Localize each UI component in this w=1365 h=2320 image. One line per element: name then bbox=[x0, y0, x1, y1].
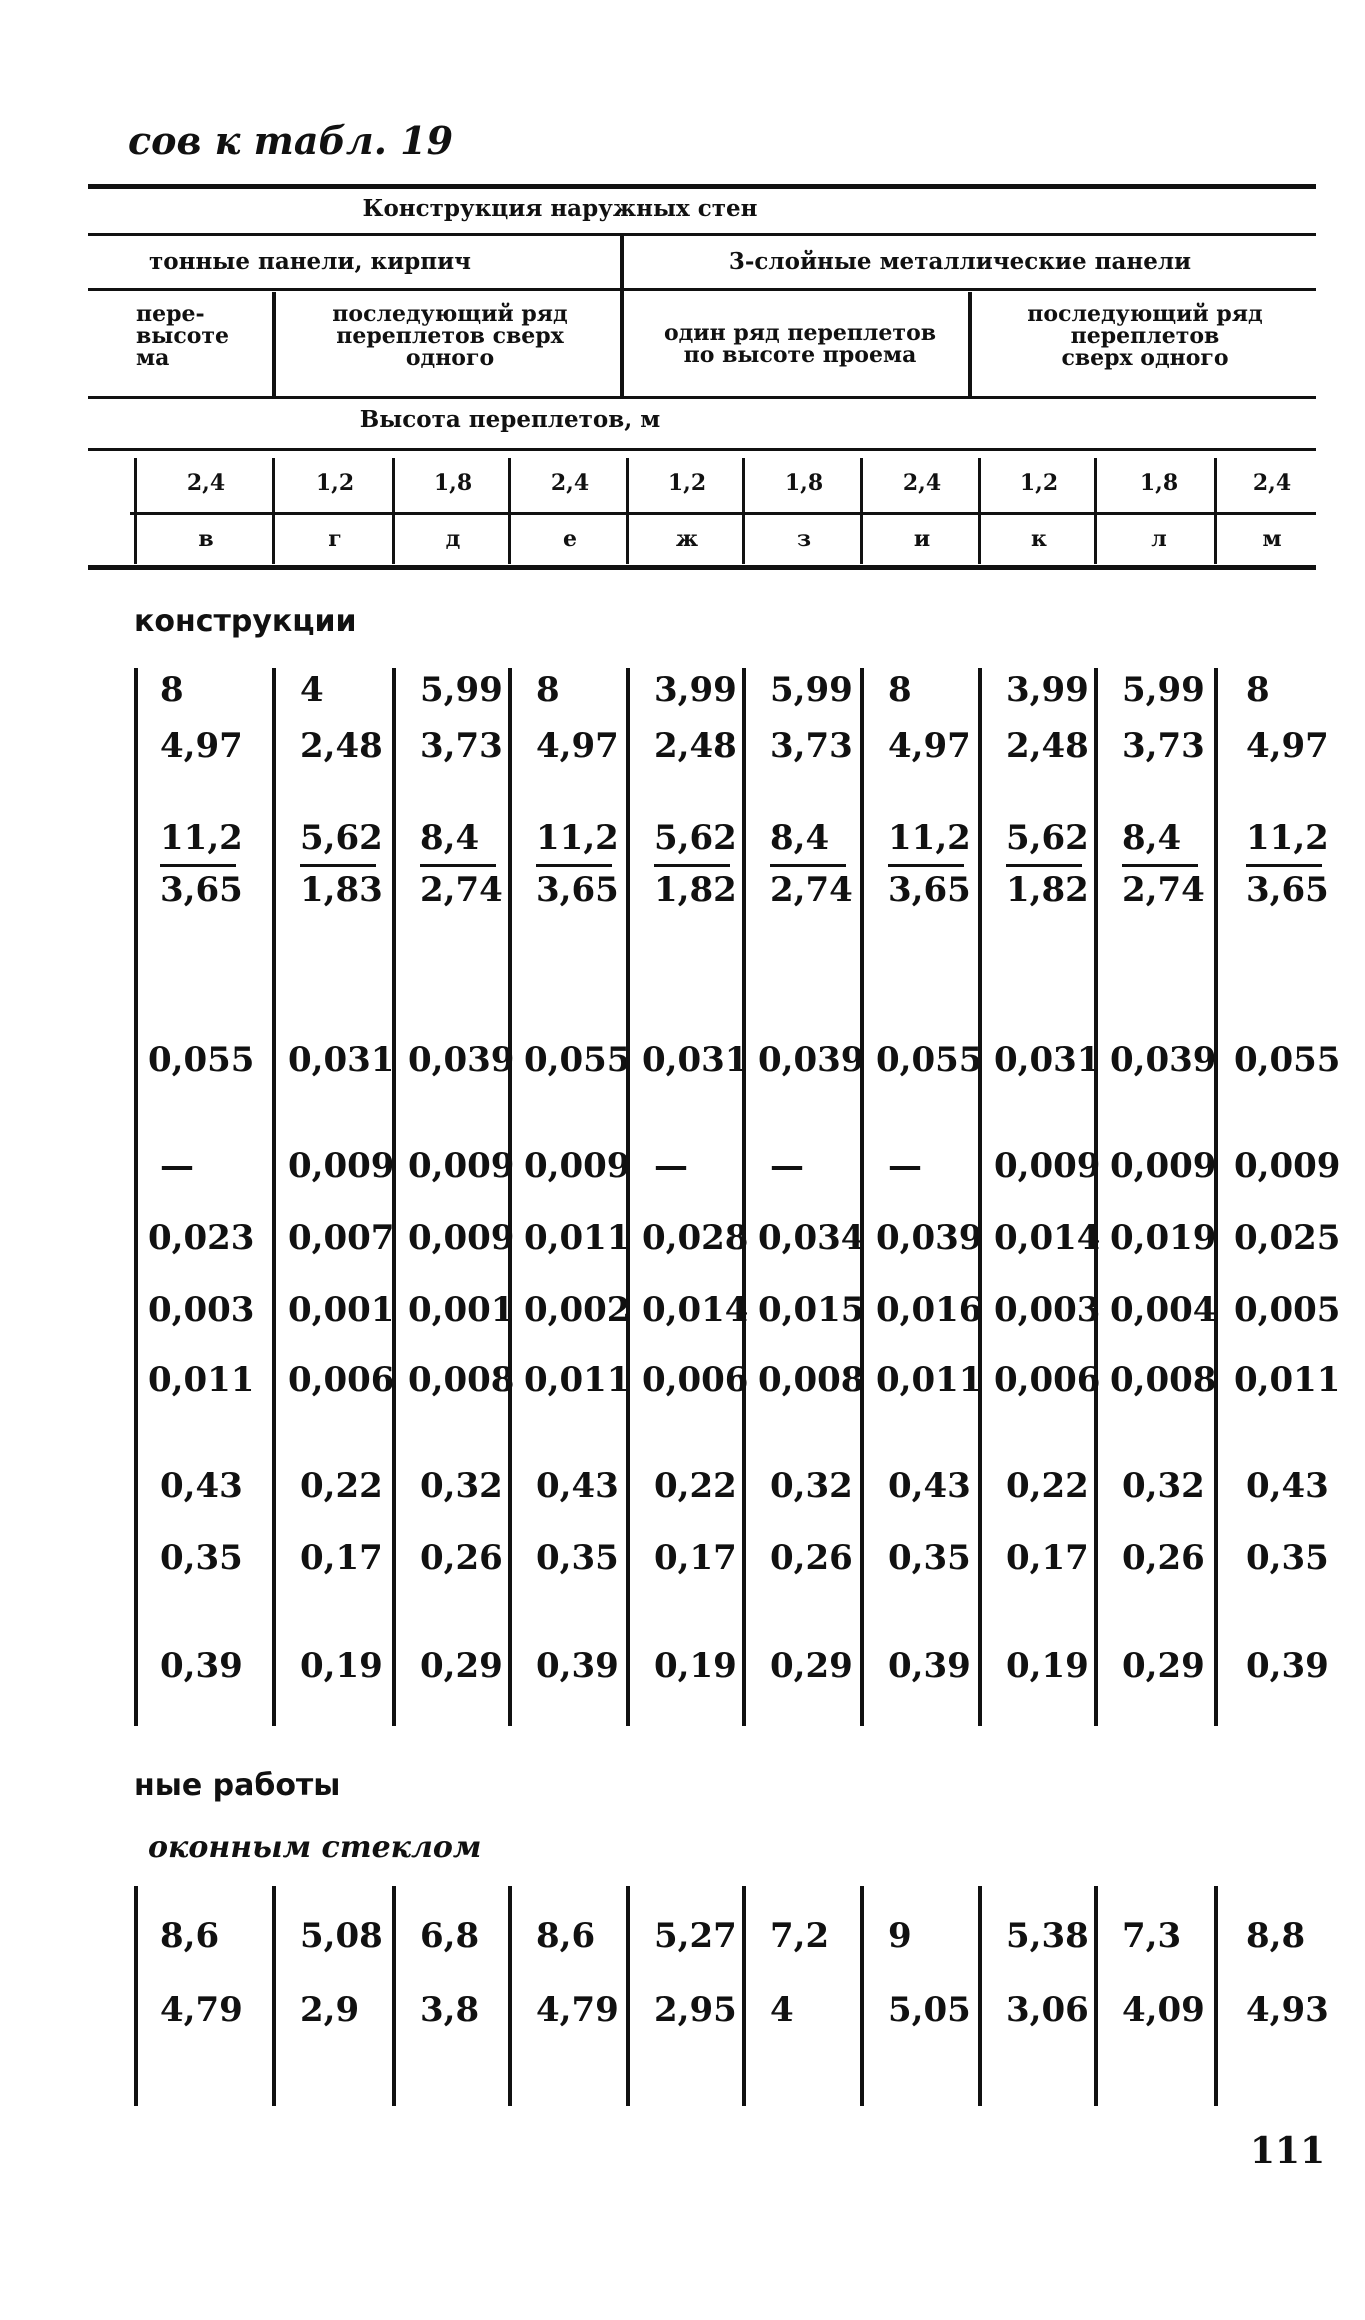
cell-value: 6,8 bbox=[420, 1916, 480, 1956]
height-title: Высота переплетов, м bbox=[359, 406, 661, 433]
section1-title: конструкции bbox=[134, 604, 357, 639]
cell-value: 0,009 bbox=[1234, 1146, 1341, 1186]
height-value: 2,4 bbox=[186, 470, 226, 496]
cell-value: 0,034 bbox=[758, 1218, 865, 1258]
column-letter: г bbox=[328, 526, 342, 552]
cell-value: 0,19 bbox=[300, 1646, 383, 1686]
cell-value: 5,99 bbox=[1122, 670, 1205, 710]
sub-divider-2 bbox=[968, 292, 972, 396]
cell-value: 4 bbox=[770, 1990, 794, 2030]
cell-value: 0,29 bbox=[1122, 1646, 1205, 1686]
cell-value: 8 bbox=[1246, 670, 1270, 710]
fraction-bar bbox=[420, 864, 496, 867]
cell-value: 8 bbox=[888, 670, 912, 710]
cell-value: 0,025 bbox=[1234, 1218, 1341, 1258]
fraction-numerator: 11,2 bbox=[1246, 818, 1329, 858]
cell-value: 4,09 bbox=[1122, 1990, 1205, 2030]
cell-value: 8,8 bbox=[1246, 1916, 1306, 1956]
fraction-numerator: 11,2 bbox=[160, 818, 243, 858]
walls-title: Конструкция наружных стен bbox=[362, 195, 758, 222]
height-value: 1,8 bbox=[784, 470, 824, 496]
height-value: 1,2 bbox=[1019, 470, 1059, 496]
cell-value: 0,011 bbox=[876, 1360, 983, 1400]
cell-value: 0,35 bbox=[160, 1538, 243, 1578]
cell-value: — bbox=[888, 1146, 922, 1186]
fraction-denominator: 3,65 bbox=[1246, 870, 1329, 910]
section1-col-divider bbox=[1214, 668, 1218, 1726]
cell-value: 0,008 bbox=[758, 1360, 865, 1400]
cell-value: 0,009 bbox=[408, 1218, 515, 1258]
fraction-denominator: 1,82 bbox=[654, 870, 737, 910]
section1-col-divider bbox=[134, 668, 138, 1726]
cell-value: 8 bbox=[536, 670, 560, 710]
cell-value: 0,014 bbox=[994, 1218, 1101, 1258]
section2-col-divider bbox=[508, 1886, 512, 2106]
page-number: 111 bbox=[1250, 2130, 1326, 2172]
fraction-denominator: 2,74 bbox=[420, 870, 503, 910]
cell-value: 0,17 bbox=[654, 1538, 737, 1578]
height-value: 2,4 bbox=[1252, 470, 1292, 496]
rule-3a bbox=[88, 288, 620, 291]
cell-value: 0,26 bbox=[420, 1538, 503, 1578]
section1-col-divider bbox=[978, 668, 982, 1726]
cell-value: 0,35 bbox=[536, 1538, 619, 1578]
cell-value: 0,031 bbox=[994, 1040, 1101, 1080]
cell-value: — bbox=[160, 1146, 194, 1186]
cell-value: 5,08 bbox=[300, 1916, 383, 1956]
cell-value: 0,039 bbox=[758, 1040, 865, 1080]
fraction-bar bbox=[536, 864, 612, 867]
cell-value: 0,43 bbox=[536, 1466, 619, 1506]
cell-value: 7,3 bbox=[1122, 1916, 1182, 1956]
sub-header-a: пере- высоте ма bbox=[136, 301, 230, 371]
cell-value: 2,48 bbox=[1006, 726, 1089, 766]
cell-value: 0,32 bbox=[1122, 1466, 1205, 1506]
cell-value: 8,6 bbox=[536, 1916, 596, 1956]
fraction-numerator: 11,2 bbox=[888, 818, 971, 858]
fraction-denominator: 1,83 bbox=[300, 870, 383, 910]
cell-value: 5,99 bbox=[770, 670, 853, 710]
cell-value: 0,29 bbox=[420, 1646, 503, 1686]
section2-col-divider bbox=[1094, 1886, 1098, 2106]
cell-value: 0,002 bbox=[524, 1290, 631, 1330]
fraction-denominator: 3,65 bbox=[888, 870, 971, 910]
cell-value: 0,039 bbox=[876, 1218, 983, 1258]
cell-value: 0,26 bbox=[1122, 1538, 1205, 1578]
cell-value: 2,48 bbox=[654, 726, 737, 766]
cell-value: 0,011 bbox=[524, 1360, 631, 1400]
cell-value: 0,32 bbox=[420, 1466, 503, 1506]
height-value: 1,2 bbox=[667, 470, 707, 496]
group-left-title: тонные панели, кирпич bbox=[149, 248, 471, 275]
section1-col-divider bbox=[1094, 668, 1098, 1726]
section1-col-divider bbox=[508, 668, 512, 1726]
column-letter: д bbox=[445, 526, 461, 552]
cell-value: 0,39 bbox=[160, 1646, 243, 1686]
cell-value: 0,35 bbox=[888, 1538, 971, 1578]
sub-divider-1 bbox=[272, 292, 276, 396]
fraction-denominator: 1,82 bbox=[1006, 870, 1089, 910]
cell-value: 2,9 bbox=[300, 1990, 360, 2030]
cell-value: 0,001 bbox=[408, 1290, 515, 1330]
fraction-bar bbox=[1246, 864, 1322, 867]
fraction-denominator: 2,74 bbox=[1122, 870, 1205, 910]
section1-col-divider bbox=[860, 668, 864, 1726]
column-letter: м bbox=[1262, 526, 1282, 552]
rule-3b bbox=[624, 288, 1316, 291]
cell-value: — bbox=[654, 1146, 688, 1186]
cell-value: 0,22 bbox=[300, 1466, 383, 1506]
cell-value: 0,028 bbox=[642, 1218, 749, 1258]
section2-col-divider bbox=[626, 1886, 630, 2106]
fraction-bar bbox=[1122, 864, 1198, 867]
fraction-bar bbox=[300, 864, 376, 867]
column-letter: л bbox=[1151, 526, 1167, 552]
rule-2 bbox=[88, 233, 1316, 236]
section2-col-divider bbox=[742, 1886, 746, 2106]
cell-value: 4,79 bbox=[536, 1990, 619, 2030]
table-caption: сов к табл. 19 bbox=[128, 118, 454, 163]
section2-col-divider bbox=[978, 1886, 982, 2106]
cell-value: 0,055 bbox=[1234, 1040, 1341, 1080]
fraction-denominator: 2,74 bbox=[770, 870, 853, 910]
fraction-denominator: 3,65 bbox=[160, 870, 243, 910]
fraction-bar bbox=[888, 864, 964, 867]
fraction-numerator: 8,4 bbox=[1122, 818, 1182, 858]
cell-value: 0,001 bbox=[288, 1290, 395, 1330]
cell-value: 0,32 bbox=[770, 1466, 853, 1506]
cell-value: 0,005 bbox=[1234, 1290, 1341, 1330]
height-value: 1,8 bbox=[433, 470, 473, 496]
cell-value: 0,006 bbox=[642, 1360, 749, 1400]
section1-col-divider bbox=[392, 668, 396, 1726]
cell-value: 8 bbox=[160, 670, 184, 710]
cell-value: 0,011 bbox=[148, 1360, 255, 1400]
cell-value: 2,48 bbox=[300, 726, 383, 766]
fraction-numerator: 11,2 bbox=[536, 818, 619, 858]
cell-value: 3,8 bbox=[420, 1990, 480, 2030]
fraction-bar bbox=[1006, 864, 1082, 867]
cell-value: 0,35 bbox=[1246, 1538, 1329, 1578]
fraction-bar bbox=[770, 864, 846, 867]
section1-col-divider bbox=[742, 668, 746, 1726]
section2-col-divider bbox=[392, 1886, 396, 2106]
cell-value: 0,43 bbox=[888, 1466, 971, 1506]
cell-value: 0,011 bbox=[1234, 1360, 1341, 1400]
rule-6 bbox=[130, 512, 1316, 515]
cell-value: 0,009 bbox=[524, 1146, 631, 1186]
cell-value: 0,39 bbox=[536, 1646, 619, 1686]
cell-value: 0,006 bbox=[994, 1360, 1101, 1400]
cell-value: 0,29 bbox=[770, 1646, 853, 1686]
cell-value: 0,17 bbox=[300, 1538, 383, 1578]
cell-value: 0,43 bbox=[160, 1466, 243, 1506]
cell-value: 3,99 bbox=[1006, 670, 1089, 710]
cell-value: 0,009 bbox=[1110, 1146, 1217, 1186]
cell-value: 0,031 bbox=[288, 1040, 395, 1080]
fraction-numerator: 8,4 bbox=[770, 818, 830, 858]
cell-value: 0,008 bbox=[408, 1360, 515, 1400]
fraction-numerator: 5,62 bbox=[1006, 818, 1089, 858]
cell-value: 5,99 bbox=[420, 670, 503, 710]
cell-value: 5,05 bbox=[888, 1990, 971, 2030]
cell-value: 0,19 bbox=[654, 1646, 737, 1686]
cell-value: 0,014 bbox=[642, 1290, 749, 1330]
cell-value: 8,6 bbox=[160, 1916, 220, 1956]
cell-value: 3,73 bbox=[1122, 726, 1205, 766]
sub-header-d: последующий ряд переплетов сверх одного bbox=[1027, 301, 1263, 371]
cell-value: — bbox=[770, 1146, 804, 1186]
height-value: 1,8 bbox=[1139, 470, 1179, 496]
cell-value: 0,43 bbox=[1246, 1466, 1329, 1506]
cell-value: 0,26 bbox=[770, 1538, 853, 1578]
fraction-numerator: 5,62 bbox=[300, 818, 383, 858]
cell-value: 0,17 bbox=[1006, 1538, 1089, 1578]
fraction-denominator: 3,65 bbox=[536, 870, 619, 910]
cell-value: 0,22 bbox=[1006, 1466, 1089, 1506]
cell-value: 2,95 bbox=[654, 1990, 737, 2030]
cell-value: 0,003 bbox=[148, 1290, 255, 1330]
column-letter: е bbox=[563, 526, 577, 552]
cell-value: 4,93 bbox=[1246, 1990, 1329, 2030]
cell-value: 0,031 bbox=[642, 1040, 749, 1080]
cell-value: 0,39 bbox=[888, 1646, 971, 1686]
height-value: 2,4 bbox=[550, 470, 590, 496]
cell-value: 0,055 bbox=[876, 1040, 983, 1080]
cell-value: 0,003 bbox=[994, 1290, 1101, 1330]
rule-7 bbox=[88, 565, 1316, 570]
cell-value: 0,055 bbox=[148, 1040, 255, 1080]
cell-value: 0,19 bbox=[1006, 1646, 1089, 1686]
height-value: 2,4 bbox=[902, 470, 942, 496]
group-right-title: 3-слойные металлические панели bbox=[728, 248, 1192, 275]
cell-value: 0,023 bbox=[148, 1218, 255, 1258]
rule-5 bbox=[88, 448, 1316, 451]
cell-value: 0,009 bbox=[288, 1146, 395, 1186]
cell-value: 5,38 bbox=[1006, 1916, 1089, 1956]
column-letter: ж bbox=[675, 526, 699, 552]
cell-value: 0,019 bbox=[1110, 1218, 1217, 1258]
section1-col-divider bbox=[626, 668, 630, 1726]
cell-value: 0,009 bbox=[994, 1146, 1101, 1186]
fraction-bar bbox=[160, 864, 236, 867]
cell-value: 0,007 bbox=[288, 1218, 395, 1258]
cell-value: 0,009 bbox=[408, 1146, 515, 1186]
cell-value: 3,73 bbox=[420, 726, 503, 766]
cell-value: 0,011 bbox=[524, 1218, 631, 1258]
height-value: 1,2 bbox=[315, 470, 355, 496]
section2-col-divider bbox=[272, 1886, 276, 2106]
cell-value: 5,27 bbox=[654, 1916, 737, 1956]
sub-header-c: один ряд переплетов по высоте проема bbox=[663, 320, 937, 368]
group-divider bbox=[620, 236, 624, 396]
sub-header-b: последующий ряд переплетов сверх одного bbox=[332, 301, 568, 371]
section2-col-divider bbox=[860, 1886, 864, 2106]
cell-value: 0,015 bbox=[758, 1290, 865, 1330]
fraction-numerator: 5,62 bbox=[654, 818, 737, 858]
fraction-bar bbox=[654, 864, 730, 867]
section2-col-divider bbox=[1214, 1886, 1218, 2106]
fraction-numerator: 8,4 bbox=[420, 818, 480, 858]
section2-col-divider bbox=[134, 1886, 138, 2106]
cell-value: 9 bbox=[888, 1916, 912, 1956]
cell-value: 0,039 bbox=[1110, 1040, 1217, 1080]
cell-value: 7,2 bbox=[770, 1916, 830, 1956]
cell-value: 0,039 bbox=[408, 1040, 515, 1080]
cell-value: 0,39 bbox=[1246, 1646, 1329, 1686]
cell-value: 4,97 bbox=[536, 726, 619, 766]
cell-value: 4,97 bbox=[160, 726, 243, 766]
section2-title: ные работы bbox=[134, 1768, 341, 1803]
cell-value: 4 bbox=[300, 670, 324, 710]
cell-value: 4,97 bbox=[888, 726, 971, 766]
cell-value: 3,73 bbox=[770, 726, 853, 766]
cell-value: 0,22 bbox=[654, 1466, 737, 1506]
cell-value: 0,016 bbox=[876, 1290, 983, 1330]
cell-value: 0,008 bbox=[1110, 1360, 1217, 1400]
cell-value: 4,97 bbox=[1246, 726, 1329, 766]
rule-4 bbox=[88, 396, 1316, 399]
section1-col-divider bbox=[272, 668, 276, 1726]
section2-subtitle: оконным стеклом bbox=[148, 1830, 482, 1865]
cell-value: 0,055 bbox=[524, 1040, 631, 1080]
cell-value: 3,06 bbox=[1006, 1990, 1089, 2030]
cell-value: 0,004 bbox=[1110, 1290, 1217, 1330]
cell-value: 4,79 bbox=[160, 1990, 243, 2030]
cell-value: 3,99 bbox=[654, 670, 737, 710]
column-letter: и bbox=[913, 526, 931, 552]
column-letter: з bbox=[796, 526, 812, 552]
column-letter: к bbox=[1031, 526, 1047, 552]
rule-top bbox=[88, 184, 1316, 189]
cell-value: 0,006 bbox=[288, 1360, 395, 1400]
column-letter: в bbox=[198, 526, 214, 552]
